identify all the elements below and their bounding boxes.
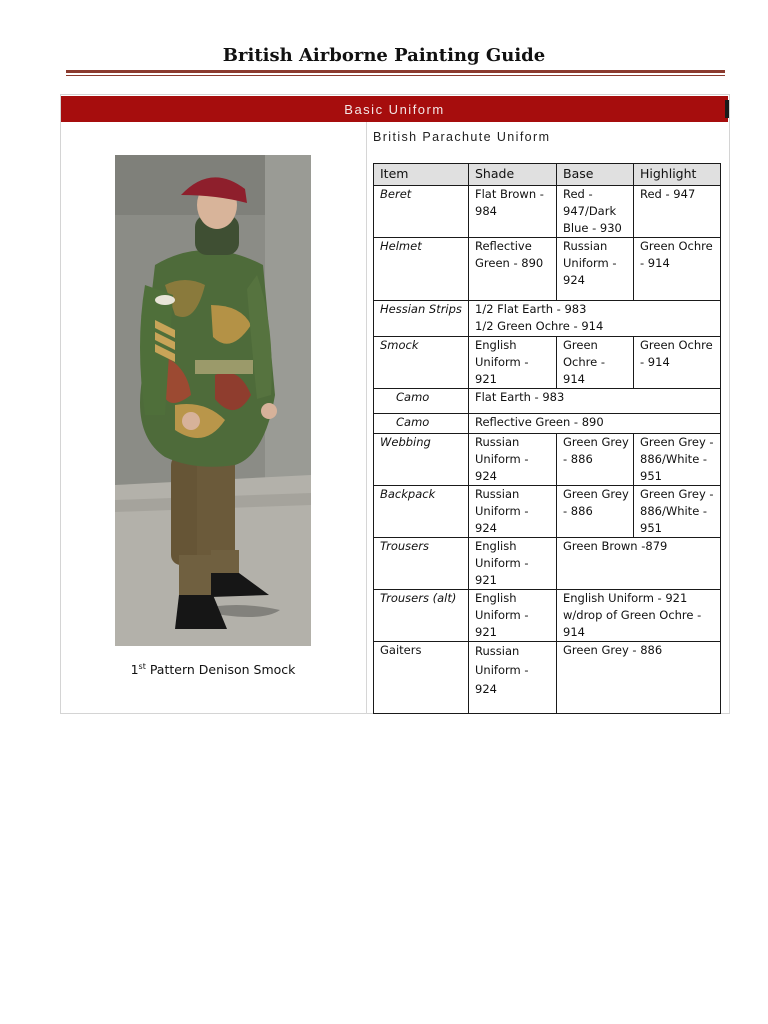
cell-highlight: Green Grey - 886/White - 951	[634, 434, 721, 486]
cell-shade: English Uniform - 921	[469, 337, 557, 389]
cell-item: Beret	[374, 186, 469, 238]
table-row	[374, 642, 721, 714]
span-line: 1/2 Flat Earth - 983	[475, 302, 587, 316]
title-rule-thick	[66, 70, 725, 73]
cell-shade: Russian Uniform - 924	[469, 642, 557, 714]
table-row	[374, 538, 721, 590]
cell-shade: Flat Brown - 984	[469, 186, 557, 238]
header-item: Item	[374, 164, 469, 186]
cell-highlight: Green Ochre - 914	[634, 238, 721, 301]
header-highlight: Highlight	[634, 164, 721, 186]
cell-highlight: Red - 947	[634, 186, 721, 238]
table-header-row	[374, 164, 721, 186]
cell-base-highlight: Green Grey - 886	[557, 642, 721, 714]
cell-item: Trousers (alt)	[374, 590, 469, 642]
cell-base: Red - 947/Dark Blue - 930	[557, 186, 634, 238]
photo-caption	[115, 662, 311, 677]
cell-base-highlight: Green Brown -879	[557, 538, 721, 590]
cell-item: Camo	[374, 389, 469, 414]
table-row	[374, 389, 721, 414]
cell-shade: Russian Uniform - 924	[469, 486, 557, 538]
cell-span: Flat Earth - 983	[469, 389, 721, 414]
cell-shade: English Uniform - 921	[469, 538, 557, 590]
soldier-illustration	[115, 155, 311, 646]
cell-item: Webbing	[374, 434, 469, 486]
cell-item: Smock	[374, 337, 469, 389]
caption-text: Pattern Denison Smock	[145, 662, 296, 678]
cell-base: Green Ochre - 914	[557, 337, 634, 389]
cell-base: Russian Uniform - 924	[557, 238, 634, 301]
caption-ordinal: st	[138, 662, 146, 671]
table-row	[374, 486, 721, 538]
cell-span: Reflective Green - 890	[469, 414, 721, 434]
paint-table	[373, 163, 721, 714]
cell-base: Green Grey - 886	[557, 486, 634, 538]
document-title: British Airborne Painting Guide	[222, 45, 546, 66]
cell-item: Helmet	[374, 238, 469, 301]
table-row	[374, 301, 721, 337]
cell-shade: English Uniform - 921	[469, 590, 557, 642]
table-row	[374, 414, 721, 434]
caption-number: 1	[130, 662, 139, 678]
cell-base: Green Grey - 886	[557, 434, 634, 486]
cell-span	[469, 301, 721, 337]
title-rule-thin	[66, 75, 725, 76]
table-row	[374, 238, 721, 301]
cell-shade: Russian Uniform - 924	[469, 434, 557, 486]
table-title: British Parachute Uniform	[373, 130, 551, 144]
header-base: Base	[557, 164, 634, 186]
table-row	[374, 434, 721, 486]
cell-item: Hessian Strips	[374, 301, 469, 337]
span-line: 1/2 Green Ochre - 914	[475, 319, 604, 333]
table-row	[374, 186, 721, 238]
cell-item: Gaiters	[374, 642, 469, 714]
uniform-photo	[115, 155, 311, 646]
cell-shade: Reflective Green - 890	[469, 238, 557, 301]
cell-highlight: Green Grey - 886/White - 951	[634, 486, 721, 538]
cell-item: Backpack	[374, 486, 469, 538]
table-row	[374, 590, 721, 642]
cell-highlight: Green Ochre - 914	[634, 337, 721, 389]
table-row	[374, 337, 721, 389]
column-divider	[366, 122, 367, 714]
cell-base-highlight: English Uniform - 921 w/drop of Green Ochre - 914	[557, 590, 721, 642]
cell-item: Trousers	[374, 538, 469, 590]
cell-item: Camo	[374, 414, 469, 434]
banner-tab	[725, 100, 729, 118]
header-shade: Shade	[469, 164, 557, 186]
section-banner: Basic Uniform	[61, 96, 728, 122]
